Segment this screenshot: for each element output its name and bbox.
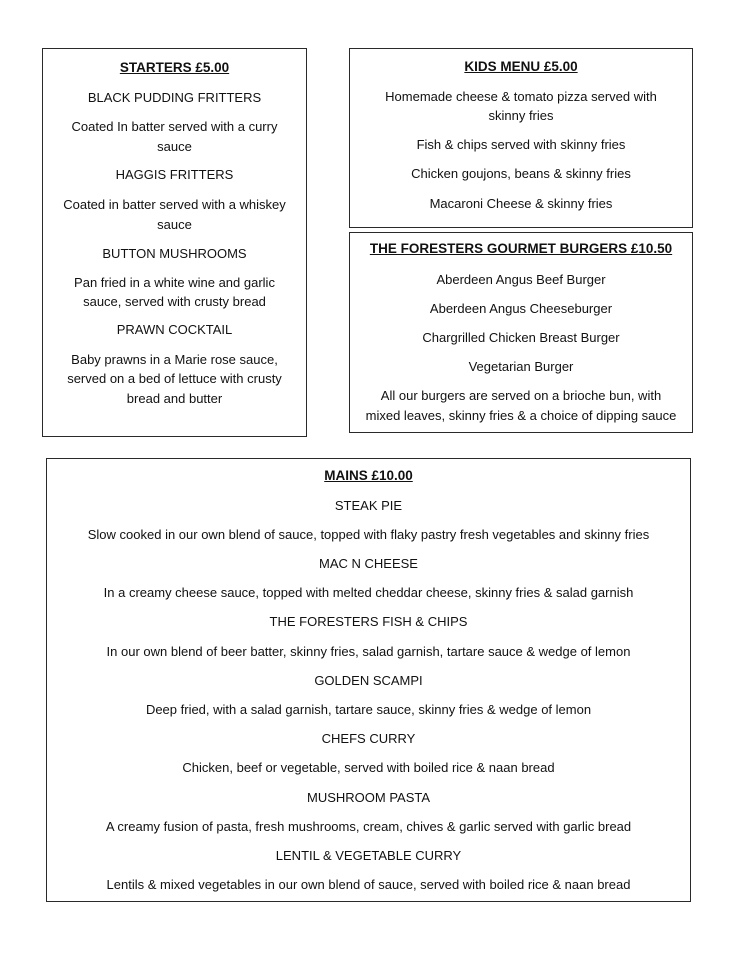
starter-description: sauce, served with crusty bread (83, 294, 266, 309)
kids-menu-item: skinny fries (488, 108, 554, 123)
burgers-note: mixed leaves, skinny fries & a choice of dipping sauce (365, 408, 677, 423)
kids-menu-item: Macaroni Cheese & skinny fries (429, 196, 613, 211)
burgers-section (349, 232, 693, 433)
main-name: STEAK PIE (334, 498, 403, 513)
starter-description: Pan fried in a white wine and garlic (74, 275, 275, 290)
mains-heading: MAINS £10.00 (324, 468, 413, 483)
main-description: Deep fried, with a salad garnish, tartare sauce, skinny fries & wedge of lemon (145, 702, 592, 717)
starter-description: Baby prawns in a Marie rose sauce, (71, 352, 278, 367)
main-name: CHEFS CURRY (321, 731, 416, 746)
main-description: Slow cooked in our own blend of sauce, topped with flaky pastry fresh vegetables and skinny fries (87, 527, 650, 542)
starter-name: BLACK PUDDING FRITTERS (87, 90, 262, 105)
main-description: A creamy fusion of pasta, fresh mushrooms, cream, chives & garlic served with garlic bread (105, 819, 632, 834)
burger-item: Chargrilled Chicken Breast Burger (422, 330, 620, 345)
main-name: THE FORESTERS FISH & CHIPS (269, 614, 468, 629)
starter-description: sauce (157, 139, 192, 154)
starter-name: PRAWN COCKTAIL (116, 322, 233, 337)
kids-menu-item: Homemade cheese & tomato pizza served with (385, 89, 657, 104)
starter-name: BUTTON MUSHROOMS (102, 246, 247, 261)
burger-item: Vegetarian Burger (468, 359, 574, 374)
starter-description: bread and butter (126, 391, 223, 406)
kids-menu-heading: KIDS MENU £5.00 (464, 59, 578, 74)
starters-section (42, 48, 307, 437)
main-name: MUSHROOM PASTA (306, 790, 431, 805)
kids-menu-item: Fish & chips served with skinny fries (416, 137, 626, 152)
kids-menu-section (349, 48, 693, 228)
main-description: Lentils & mixed vegetables in our own blend of sauce, served with boiled rice & naan bread (106, 877, 631, 892)
burger-item: Aberdeen Angus Beef Burger (436, 272, 606, 287)
starter-description: Coated In batter served with a curry (71, 119, 278, 134)
main-description: Chicken, beef or vegetable, served with boiled rice & naan bread (182, 760, 555, 775)
main-description: In our own blend of beer batter, skinny fries, salad garnish, tartare sauce & wedge of lemon (106, 644, 631, 659)
main-name: MAC N CHEESE (319, 556, 418, 571)
starter-description: Coated in batter served with a whiskey (63, 197, 286, 212)
starter-description: served on a bed of lettuce with crusty (67, 371, 282, 386)
main-name: LENTIL & VEGETABLE CURRY (275, 848, 462, 863)
starter-description: sauce (157, 217, 192, 232)
burgers-heading: THE FORESTERS GOURMET BURGERS £10.50 (369, 241, 673, 256)
mains-section (46, 458, 691, 902)
burger-item: Aberdeen Angus Cheeseburger (429, 301, 613, 316)
main-description: In a creamy cheese sauce, topped with melted cheddar cheese, skinny fries & salad garnish (103, 585, 634, 600)
burgers-note: All our burgers are served on a brioche bun, with (380, 388, 662, 403)
starter-name: HAGGIS FRITTERS (115, 167, 234, 182)
main-name: GOLDEN SCAMPI (314, 673, 423, 688)
kids-menu-item: Chicken goujons, beans & skinny fries (411, 166, 631, 181)
starters-heading: STARTERS £5.00 (119, 60, 230, 75)
